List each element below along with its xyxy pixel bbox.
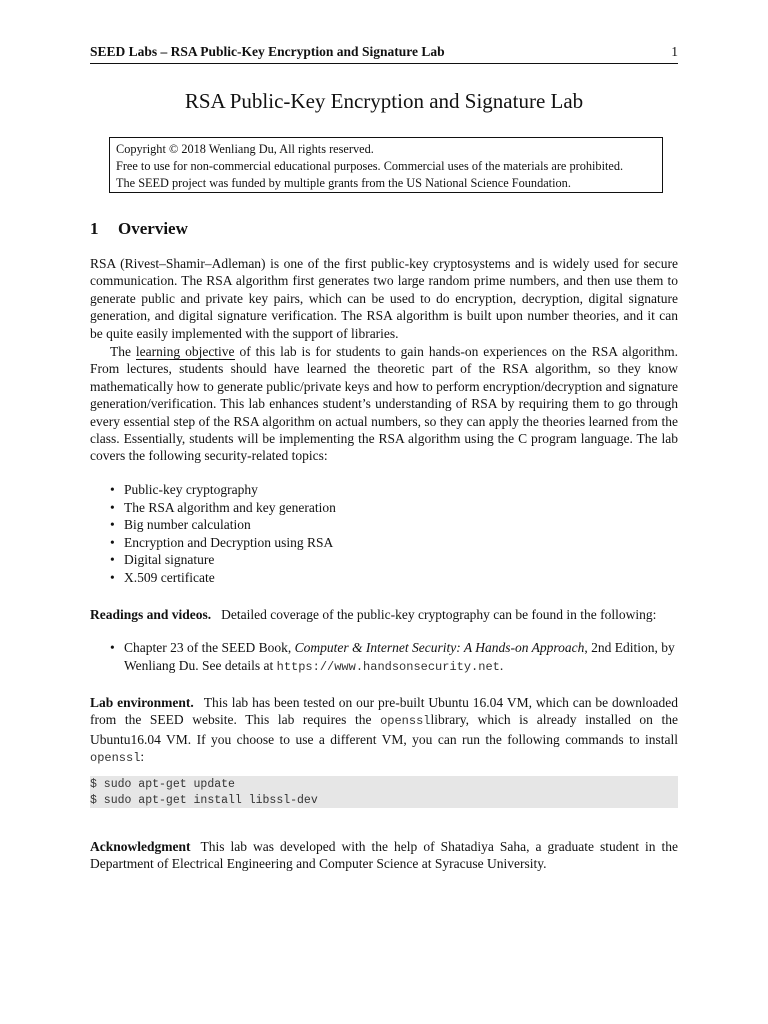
running-title: SEED Labs – RSA Public-Key Encryption and Signature Lab xyxy=(90,44,445,59)
topics-list xyxy=(110,481,336,586)
book-reference-item xyxy=(110,639,678,676)
list-item: • X.509 certificate xyxy=(110,569,336,587)
code-line: $ sudo apt-get install libssl-dev xyxy=(90,793,318,807)
overview-paragraph-2 xyxy=(90,343,678,465)
list-item: • Public-key cryptography xyxy=(110,481,336,499)
lab-env-text: : xyxy=(140,749,145,765)
page-number: 1 xyxy=(671,44,678,59)
openssl-inline-code: openssl xyxy=(380,714,431,729)
book-prefix: Chapter 23 of the SEED Book, xyxy=(124,640,295,655)
lab-env-text: library, which is already installed on the Ubuntu16.04 VM. If you choose to use a different VM, you can run the following commands to install xyxy=(90,712,678,747)
section-title: Overview xyxy=(118,219,188,238)
overview-paragraph-1: RSA (Rivest–Shamir–Adleman) is one of the first public-key cryptosystems and is widely used for secure communication. The RSA algorithm first generates two large random prime numbers, and then use them to generate public and private key pairs, which can be used to do encryption, decryption, digital signature generation, and digital signature verification. The RSA algorithm is built upon number theories, and it can be quite easily implemented with the support of libraries. xyxy=(90,256,678,341)
running-header xyxy=(90,44,678,60)
bullet-icon: • xyxy=(110,640,115,655)
copyright-box xyxy=(109,137,663,193)
book-title: Computer & Internet Security: A Hands-on Approach xyxy=(294,640,585,655)
paragraph-text: The xyxy=(110,344,136,359)
section-heading xyxy=(90,219,188,239)
lab-env-text: This lab has been tested on our pre-built Ubuntu 16.04 VM, which can be downloaded from the SEED website. This lab requires the xyxy=(90,695,679,728)
paragraph-text: of this lab is for students to gain hands-on experiences on the RSA algorithm. From lectures, students should have learned the theoretic part of the RSA algorithm, so they know mathematically how to generate public/private keys and how to perform encryption/decryption and signature generation/verification. This lab enhances student’s understanding of RSA by requiring them to go through every essential step of the RSA algorithm on actual numbers, so they can apply the theories learned from the class. Essentially, students will be implementing the RSA algorithm using the C program language. The lab covers the following security-related topics: xyxy=(90,344,679,464)
section-number: 1 xyxy=(90,219,99,238)
document-title: RSA Public-Key Encryption and Signature Lab xyxy=(184,89,584,113)
book-middle: , 2nd Edition, by Wenliang Du. See details at xyxy=(124,640,675,673)
book-url-link[interactable]: https://www.handsonsecurity.net xyxy=(276,660,500,674)
lab-environment-label: Lab environment. xyxy=(90,695,194,710)
readings-label: Readings and videos. xyxy=(90,607,212,622)
code-line: $ sudo apt-get update xyxy=(90,778,235,791)
code-block xyxy=(90,776,678,808)
acknowledgment-text: This lab was developed with the help of Shatadiya Saha, a graduate student in the Department of Electrical Engineering and Computer Science at Syracuse University. xyxy=(90,839,678,872)
readings-text: Detailed coverage of the public-key cryptography can be found in the following: xyxy=(221,607,657,622)
header-rule xyxy=(90,63,678,64)
openssl-inline-code: openssl xyxy=(90,751,141,766)
book-end: . xyxy=(499,658,504,673)
copyright-line: Copyright © 2018 Wenliang Du, All rights reserved. xyxy=(116,142,374,156)
acknowledgment-label: Acknowledgment xyxy=(90,839,191,854)
list-item: • The RSA algorithm and key generation xyxy=(110,499,336,517)
copyright-line: Free to use for non-commercial educational purposes. Commercial uses of the materials are prohibited. xyxy=(116,159,624,173)
list-item: • Digital signature xyxy=(110,551,336,569)
readings-paragraph xyxy=(90,606,678,623)
copyright-line: The SEED project was funded by multiple grants from the US National Science Foundation. xyxy=(116,176,571,190)
list-item: • Encryption and Decryption using RSA xyxy=(110,534,336,552)
learning-objective-text: learning objective xyxy=(135,344,235,359)
acknowledgment-paragraph xyxy=(90,838,678,873)
list-item: • Big number calculation xyxy=(110,516,336,534)
lab-environment-paragraph xyxy=(90,694,678,768)
